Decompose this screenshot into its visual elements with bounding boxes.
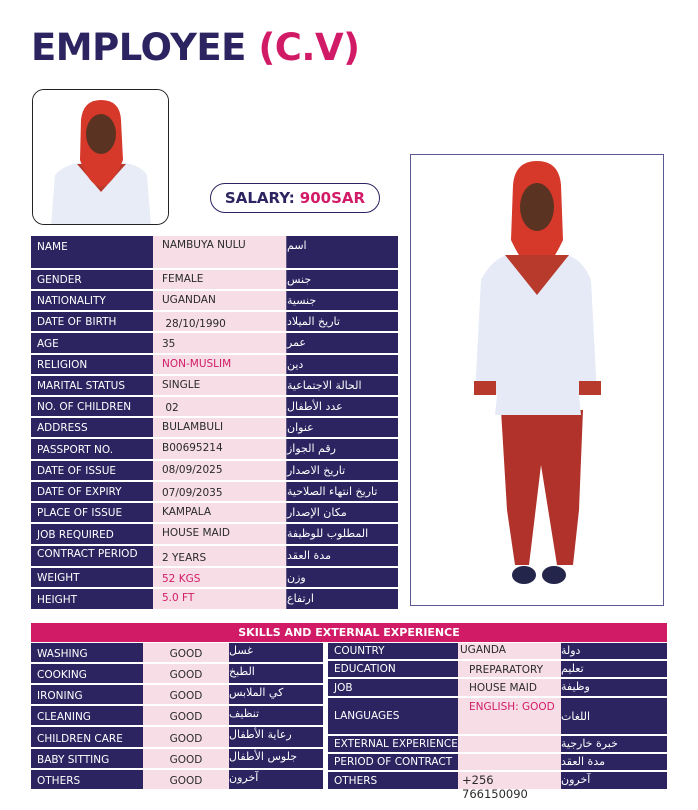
experience-arabic: خبرة خارجية bbox=[561, 736, 667, 752]
skill-arabic: رعاية الأطفال bbox=[229, 727, 323, 747]
experience-value bbox=[458, 736, 561, 752]
info-row-weight bbox=[31, 568, 398, 589]
skill-value: GOOD bbox=[143, 770, 229, 789]
salary-label: SALARY: bbox=[224, 189, 295, 207]
skill-arabic: غسل bbox=[229, 643, 323, 662]
info-row-passport bbox=[31, 439, 398, 461]
row-value: 08/09/2025 bbox=[153, 461, 286, 480]
skill-label: CHILDREN CARE bbox=[31, 727, 143, 747]
row-label: DATE OF ISSUE bbox=[31, 461, 153, 480]
info-row-gender bbox=[31, 270, 398, 291]
experience-row bbox=[328, 772, 667, 801]
row-value: 5.0 FT bbox=[153, 589, 286, 609]
row-value: 02 bbox=[153, 397, 286, 416]
experience-arabic: اللغات bbox=[561, 698, 667, 734]
row-label: MARITAL STATUS bbox=[31, 376, 153, 395]
salary-badge bbox=[210, 183, 380, 213]
row-arabic: تاريخ انتهاء الصلاحية bbox=[286, 482, 398, 501]
skill-row bbox=[31, 770, 323, 791]
row-arabic: رقم الجواز bbox=[286, 439, 398, 459]
experience-arabic: آخرون bbox=[561, 772, 667, 789]
row-label: NATIONALITY bbox=[31, 291, 153, 310]
experience-label: COUNTRY bbox=[328, 643, 458, 659]
experience-label: EDUCATION bbox=[328, 661, 458, 677]
row-value: NAMBUYA NULU bbox=[153, 236, 286, 268]
experience-table bbox=[328, 643, 667, 801]
row-label: JOB REQUIRED bbox=[31, 524, 153, 544]
row-arabic: تاريخ الميلاد bbox=[286, 312, 398, 331]
row-label: AGE bbox=[31, 333, 153, 353]
row-label: PASSPORT NO. bbox=[31, 439, 153, 459]
row-arabic: اسم bbox=[286, 236, 398, 268]
full-body-photo bbox=[410, 154, 664, 606]
row-value: HOUSE MAID bbox=[153, 524, 286, 544]
skill-label: COOKING bbox=[31, 664, 143, 683]
skill-value: GOOD bbox=[143, 664, 229, 683]
skill-label: IRONING bbox=[31, 685, 143, 704]
experience-row bbox=[328, 679, 667, 698]
info-row-job-required bbox=[31, 524, 398, 546]
row-arabic: المطلوب للوظيفة bbox=[286, 524, 398, 544]
skill-arabic: جلوس الأطفال bbox=[229, 749, 323, 768]
skill-arabic: كي الملابس bbox=[229, 685, 323, 704]
skill-value: GOOD bbox=[143, 727, 229, 747]
skill-arabic: الطبخ bbox=[229, 664, 323, 683]
experience-arabic: دولة bbox=[561, 643, 667, 659]
experience-label: JOB bbox=[328, 679, 458, 696]
row-label: PLACE OF ISSUE bbox=[31, 503, 153, 522]
row-label: NAME bbox=[31, 236, 153, 268]
row-value: NON-MUSLIM bbox=[153, 355, 286, 374]
row-value: 35 bbox=[153, 333, 286, 353]
skill-label: CLEANING bbox=[31, 706, 143, 725]
row-value: 28/10/1990 bbox=[153, 312, 286, 331]
row-arabic: دين bbox=[286, 355, 398, 374]
row-arabic: جنس bbox=[286, 270, 398, 289]
skill-value: GOOD bbox=[143, 643, 229, 662]
row-arabic: عدد الأطفال bbox=[286, 397, 398, 416]
skill-value: GOOD bbox=[143, 685, 229, 704]
skill-value: GOOD bbox=[143, 749, 229, 768]
skill-row bbox=[31, 749, 323, 770]
title-accent: (C.V) bbox=[258, 26, 360, 69]
personal-info-table bbox=[31, 236, 398, 611]
skill-row bbox=[31, 685, 323, 706]
row-arabic: وزن bbox=[286, 568, 398, 587]
info-row-date-of-issue bbox=[31, 461, 398, 482]
row-value: SINGLE bbox=[153, 376, 286, 395]
experience-label: LANGUAGES bbox=[328, 698, 458, 734]
info-row-marital-status bbox=[31, 376, 398, 397]
row-arabic: مكان الإصدار bbox=[286, 503, 398, 522]
info-row-children bbox=[31, 397, 398, 418]
row-value: 2 YEARS bbox=[153, 546, 286, 566]
experience-label: PERIOD OF CONTRACT bbox=[328, 754, 458, 770]
row-value: FEMALE bbox=[153, 270, 286, 289]
info-row-contract-period bbox=[31, 546, 398, 568]
experience-arabic: مدة العقد bbox=[561, 754, 667, 770]
experience-row bbox=[328, 661, 667, 679]
row-label: NO. OF CHILDREN bbox=[31, 397, 153, 416]
row-label: WEIGHT bbox=[31, 568, 153, 587]
info-row-place-of-issue bbox=[31, 503, 398, 524]
skill-value: GOOD bbox=[143, 706, 229, 725]
experience-label: EXTERNAL EXPERIENCE bbox=[328, 736, 458, 752]
experience-value bbox=[458, 754, 561, 770]
row-value: 07/09/2035 bbox=[153, 482, 286, 501]
skill-arabic: آخرون bbox=[229, 770, 323, 789]
skill-row bbox=[31, 727, 323, 749]
skill-row bbox=[31, 664, 323, 685]
skills-section-header: SKILLS AND EXTERNAL EXPERIENCE bbox=[31, 623, 667, 642]
experience-row bbox=[328, 754, 667, 772]
skill-label: BABY SITTING bbox=[31, 749, 143, 768]
skill-row bbox=[31, 706, 323, 727]
row-arabic: عمر bbox=[286, 333, 398, 353]
info-row-date-of-expiry bbox=[31, 482, 398, 503]
row-label: DATE OF EXPIRY bbox=[31, 482, 153, 501]
skill-arabic: تنظيف bbox=[229, 706, 323, 725]
title-main: EMPLOYEE bbox=[31, 26, 246, 69]
row-label: GENDER bbox=[31, 270, 153, 289]
row-label: HEIGHT bbox=[31, 589, 153, 609]
salary-value: 900SAR bbox=[299, 189, 366, 207]
experience-row bbox=[328, 643, 667, 661]
experience-label: OTHERS bbox=[328, 772, 458, 789]
skill-label: WASHING bbox=[31, 643, 143, 662]
row-label: DATE OF BIRTH bbox=[31, 312, 153, 331]
row-value: KAMPALA bbox=[153, 503, 286, 522]
row-arabic: جنسية bbox=[286, 291, 398, 310]
info-row-religion bbox=[31, 355, 398, 376]
row-value: B00695214 bbox=[153, 439, 286, 459]
skill-label: OTHERS bbox=[31, 770, 143, 789]
info-row-age bbox=[31, 333, 398, 355]
row-label: ADDRESS bbox=[31, 418, 153, 437]
info-row-name bbox=[31, 236, 398, 270]
info-row-address bbox=[31, 418, 398, 439]
experience-value: UGANDA bbox=[458, 643, 561, 659]
row-arabic: ارتفاع bbox=[286, 589, 398, 609]
page-title bbox=[31, 26, 360, 69]
row-arabic: مدة العقد bbox=[286, 546, 398, 566]
row-value: UGANDAN bbox=[153, 291, 286, 310]
experience-arabic: تعليم bbox=[561, 661, 667, 677]
experience-value: PREPARATORY bbox=[458, 661, 561, 677]
headshot-photo bbox=[32, 89, 169, 225]
experience-value: ENGLISH: GOOD bbox=[458, 698, 561, 734]
row-label: RELIGION bbox=[31, 355, 153, 374]
row-arabic: الحالة الاجتماعية bbox=[286, 376, 398, 395]
experience-arabic: وظيفة bbox=[561, 679, 667, 696]
row-value: BULAMBULI bbox=[153, 418, 286, 437]
experience-row bbox=[328, 736, 667, 754]
info-row-dob bbox=[31, 312, 398, 333]
row-label: CONTRACT PERIOD bbox=[31, 546, 153, 566]
row-arabic: عنوان bbox=[286, 418, 398, 437]
experience-row bbox=[328, 698, 667, 736]
skills-table bbox=[31, 643, 323, 791]
experience-value: HOUSE MAID bbox=[458, 679, 561, 696]
info-row-nationality bbox=[31, 291, 398, 312]
info-row-height bbox=[31, 589, 398, 611]
experience-value: +256 766150090 bbox=[458, 772, 561, 789]
row-arabic: تاريخ الاصدار bbox=[286, 461, 398, 480]
row-value: 52 KGS bbox=[153, 568, 286, 587]
skill-row bbox=[31, 643, 323, 664]
